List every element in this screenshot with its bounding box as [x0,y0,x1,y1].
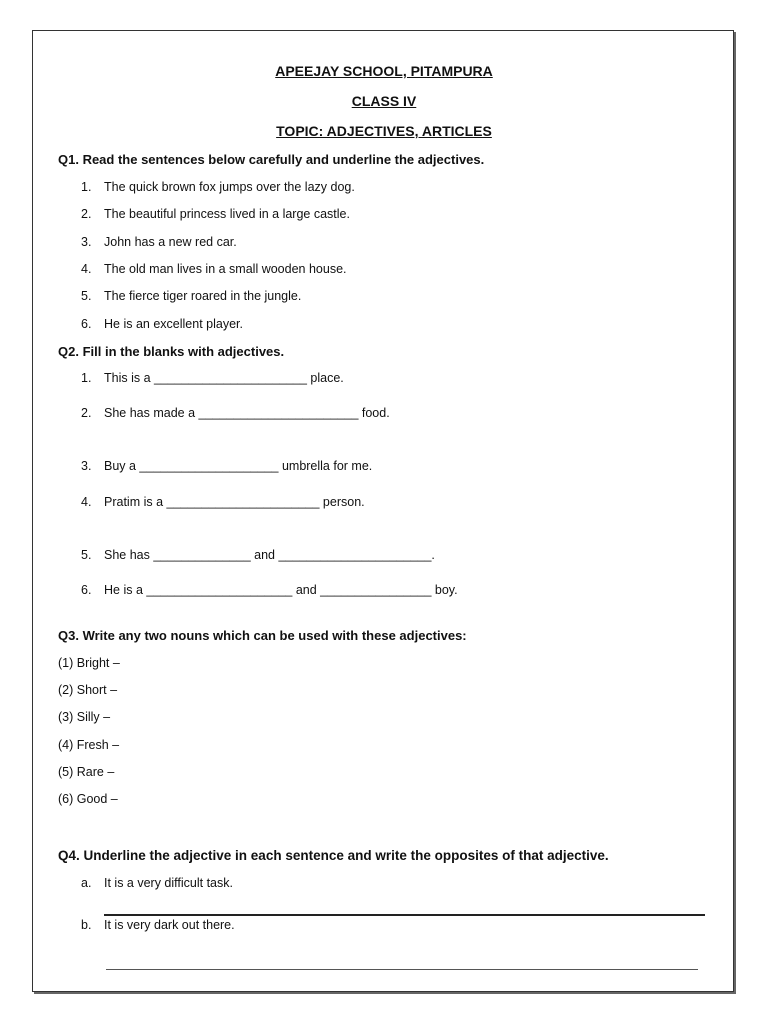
q1-item-number: 5. [81,289,92,303]
q3-adjective: (3) Silly – [58,710,111,724]
q1-item-number: 2. [81,207,92,221]
q1-item-text: John has a new red car. [104,235,237,249]
q1-item-number: 1. [81,180,92,194]
q1-item-text: The quick brown fox jumps over the lazy dog. [104,180,355,194]
q1-title: Q1. Read the sentences below carefully and underline the adjectives. [58,152,485,167]
q3-adjective: (2) Short – [58,683,118,697]
q1-item-text: The old man lives in a small wooden house. [104,262,347,276]
q2-item-text: She has made a _______________________ food. [104,406,390,420]
q3-adjective: (6) Good – [58,792,118,806]
topic-title: TOPIC: ADJECTIVES, ARTICLES [276,123,492,139]
q2-item-text: Pratim is a ______________________ person. [104,495,365,509]
q1-item-number: 3. [81,235,92,249]
q1-item-number: 4. [81,262,92,276]
answer-line [106,969,698,970]
q2-item-number: 4. [81,495,92,509]
q1-item-number: 6. [81,317,92,331]
q2-item-text: This is a ______________________ place. [104,371,344,385]
q1-item-text: The beautiful princess lived in a large castle. [104,207,350,221]
q4-item-label: a. [81,876,92,890]
q1-item-text: He is an excellent player. [104,317,243,331]
q2-item-text: He is a _____________________ and ________________ boy. [104,583,458,597]
answer-line [104,914,705,916]
q4-item-label: b. [81,918,92,932]
class-title: CLASS IV [351,93,417,109]
q2-item-number: 5. [81,548,92,562]
q2-item-text: She has ______________ and ______________________. [104,548,435,562]
q2-item-number: 1. [81,371,92,385]
q3-adjective: (5) Rare – [58,765,115,779]
q2-item-text: Buy a ____________________ umbrella for me. [104,459,373,473]
q2-item-number: 6. [81,583,92,597]
school-name: APEEJAY SCHOOL, PITAMPURA [275,63,493,79]
q3-adjective: (1) Bright – [58,656,120,670]
q4-item-text: It is very dark out there. [104,918,235,932]
q4-item-text: It is a very difficult task. [104,876,233,890]
q4-title: Q4. Underline the adjective in each sentence and write the opposites of that adjective. [58,848,609,863]
q1-item-text: The fierce tiger roared in the jungle. [104,289,302,303]
q3-title: Q3. Write any two nouns which can be used with these adjectives: [58,628,467,643]
q3-adjective: (4) Fresh – [58,738,120,752]
worksheet-page [32,30,734,992]
q2-item-number: 3. [81,459,92,473]
q2-item-number: 2. [81,406,92,420]
q2-title: Q2. Fill in the blanks with adjectives. [58,344,285,359]
